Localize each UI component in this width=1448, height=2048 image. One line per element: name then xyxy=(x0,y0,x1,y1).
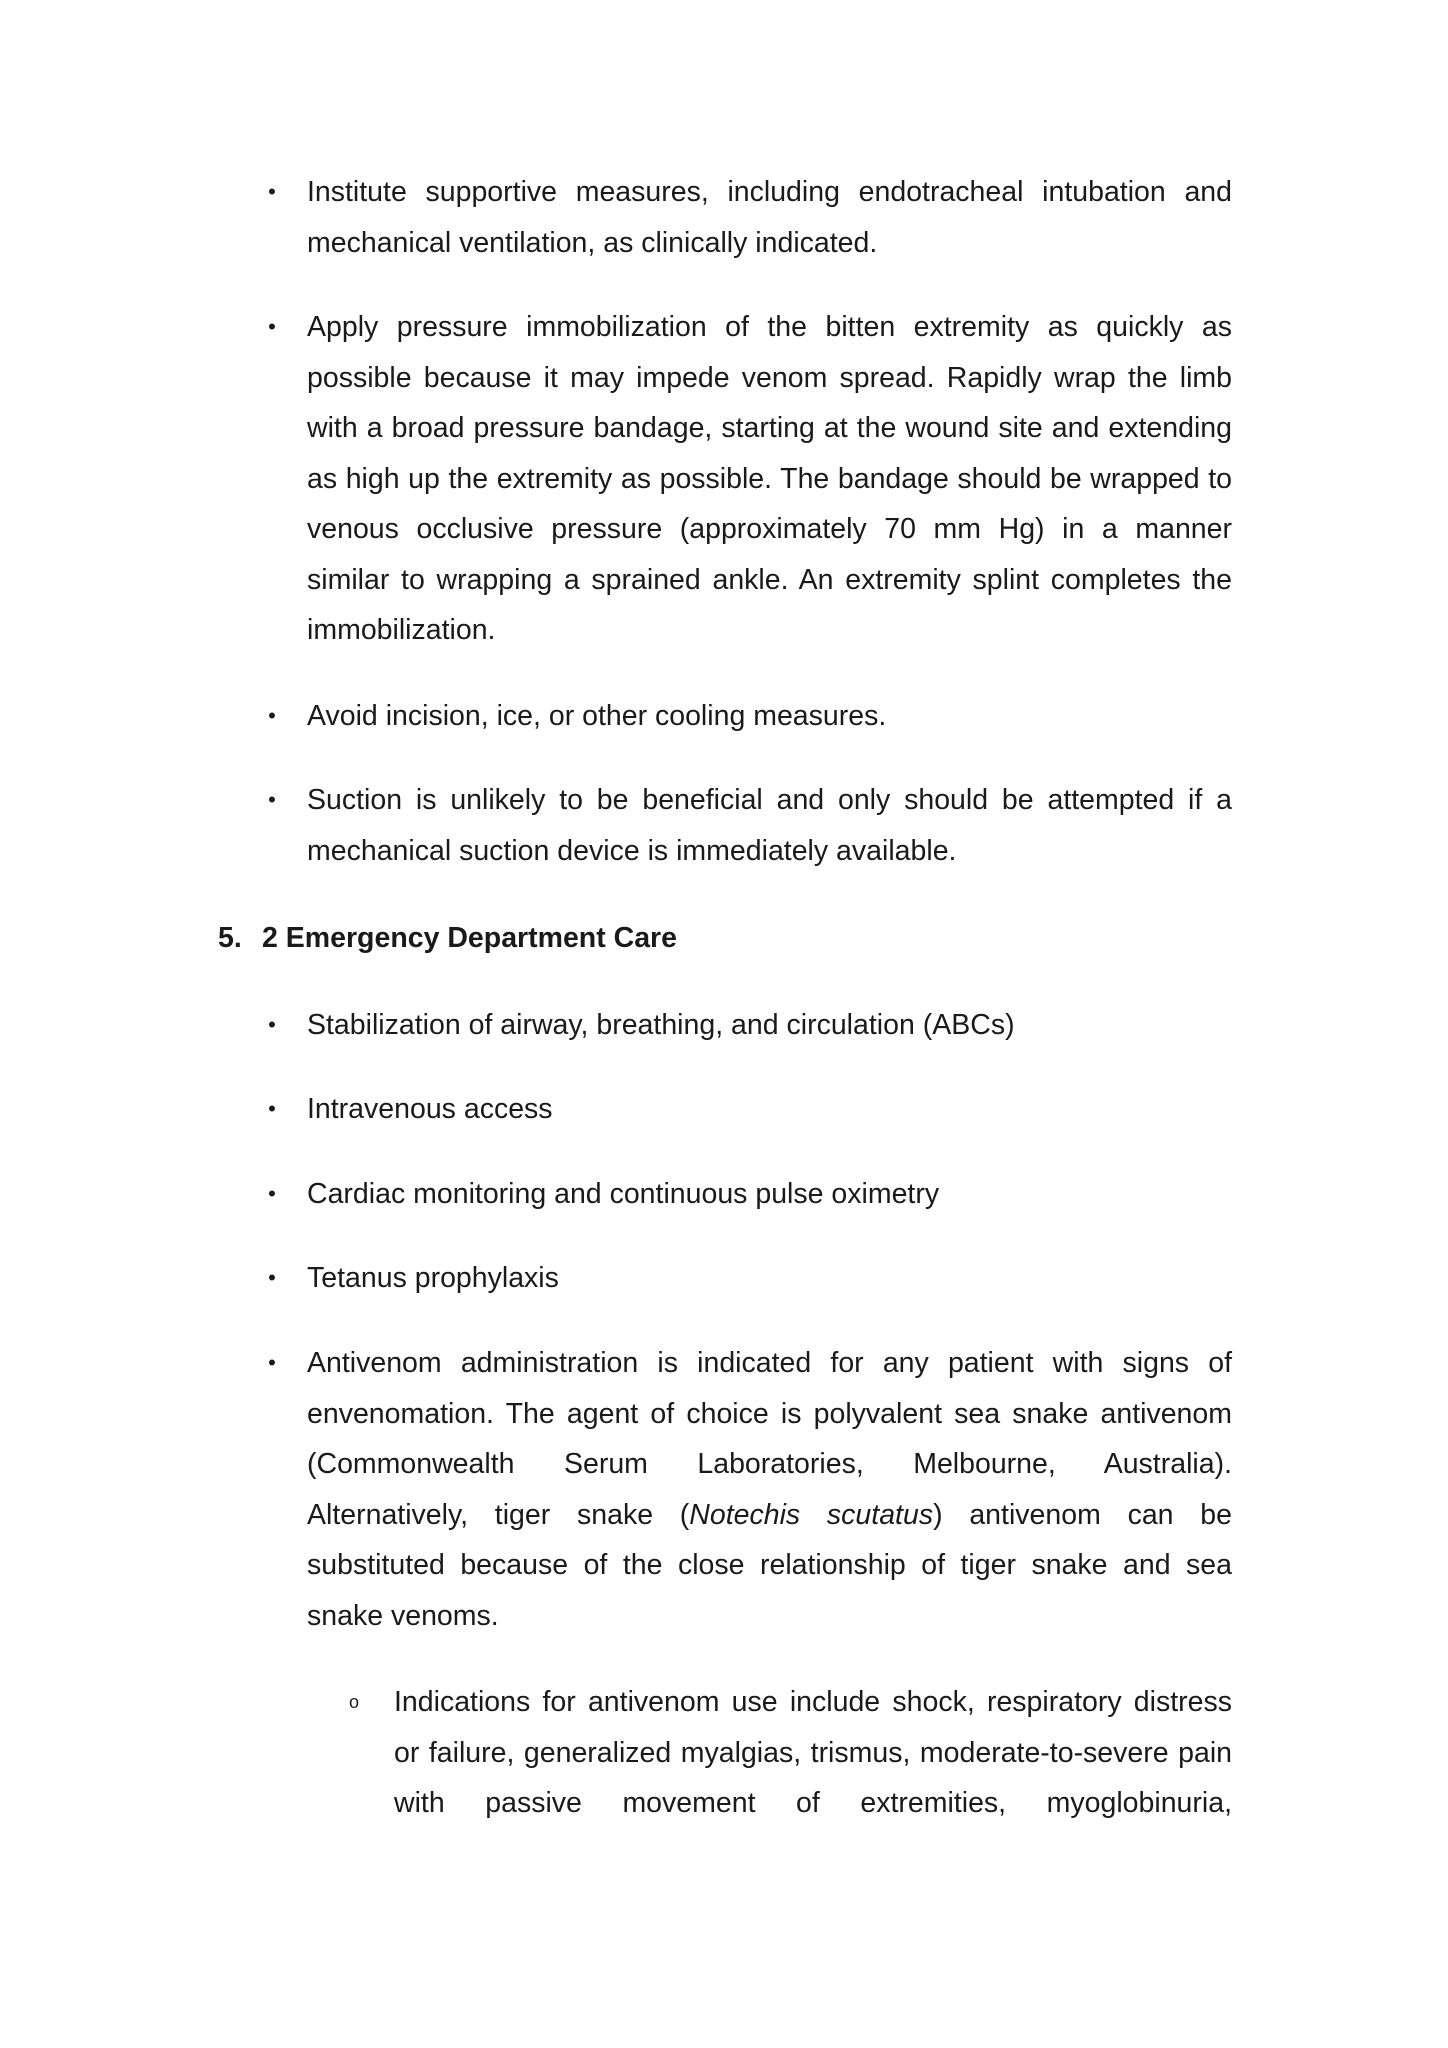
list-item-text: Stabilization of airway, breathing, and circulation (ABCs) xyxy=(307,1009,1015,1041)
list-item-text: Institute supportive measures, including endotracheal intubation and mechanical ventilation, as clinically indicated. xyxy=(307,176,1232,259)
sub-list-item xyxy=(348,1677,1232,1829)
list-item xyxy=(268,775,1232,876)
bullet-icon: • xyxy=(268,314,276,339)
list-item xyxy=(268,167,1232,268)
list-item-text: Cardiac monitoring and continuous pulse oximetry xyxy=(307,1178,940,1210)
list-item xyxy=(268,691,1232,742)
section-number: 5. xyxy=(218,922,242,954)
list-item xyxy=(268,1000,1232,1051)
bullet-icon: • xyxy=(268,1265,276,1290)
bullet-icon: • xyxy=(268,787,276,812)
bullet-icon: • xyxy=(268,1350,276,1375)
bullet-icon: • xyxy=(268,1012,276,1037)
list-item xyxy=(268,302,1232,656)
bullet-icon: • xyxy=(268,1096,276,1121)
list-item-text: Suction is unlikely to be beneficial and only should be attempted if a mechanical suction device is immediately available. xyxy=(307,784,1232,867)
list-item-text: Intravenous access xyxy=(307,1093,553,1125)
antivenom-text-part1: Antivenom administration is indicated for any patient with signs of envenomation. The agent of choice is polyvalent sea snake antivenom (Commonwealth Serum Laboratories, Melbourne, Australia). Alternatively, tiger snake ( xyxy=(307,1347,1232,1531)
bullet-icon: • xyxy=(268,703,276,728)
list-item xyxy=(268,1253,1232,1304)
circle-bullet-icon: o xyxy=(348,1692,359,1712)
section-title: 2 Emergency Department Care xyxy=(262,922,678,954)
species-name: Notechis scutatus xyxy=(689,1498,934,1531)
list-item xyxy=(268,1084,1232,1135)
sub-list-item-text: Indications for antivenom use include shock, respiratory distress or failure, generalized myalgias, trismus, moderate-to-severe pain with passive movement of extremities, myoglobinuria, xyxy=(394,1686,1232,1819)
list-item-antivenom xyxy=(268,1338,1232,1641)
list-item xyxy=(268,1169,1232,1220)
list-item-text: Apply pressure immobilization of the bitten extremity as quickly as possible because it may impede venom spread. Rapidly wrap the limb with a broad pressure bandage, starting at the wound site and extending as high up the extremity as possible. The bandage should be wrapped to venous occlusive pressure (approximately 70 mm Hg) in a manner similar to wrapping a sprained ankle. An extremity splint completes the immobilization. xyxy=(307,311,1232,646)
list-item-text xyxy=(307,1338,1232,1641)
bullet-icon: • xyxy=(268,179,276,204)
list-item-text: Tetanus prophylaxis xyxy=(307,1262,559,1294)
bullet-icon: • xyxy=(268,1181,276,1206)
section-heading xyxy=(218,913,677,963)
list-item-text: Avoid incision, ice, or other cooling measures. xyxy=(307,700,887,732)
antivenom-text-part2: ) antivenom can be substituted because of the close relationship of tiger snake and sea snake venoms. xyxy=(307,1498,1232,1632)
